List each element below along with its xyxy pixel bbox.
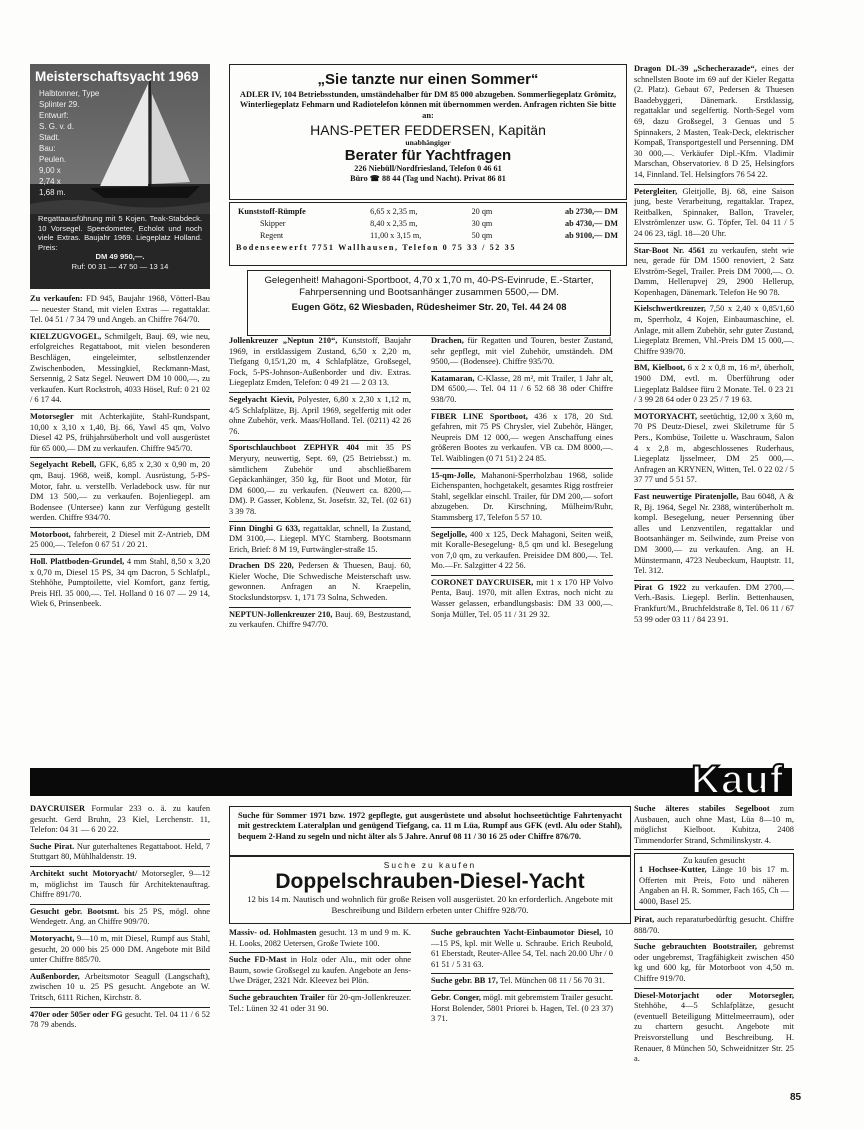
classified-ad [634, 62, 794, 185]
ad-heading: NEPTUN-Jollenkreuzer 210, [229, 609, 333, 619]
ad-text: regattaklar, schnell, Ia Zustand, DM 3100,—. Liegepl. MYC Starnberg. Bootsmann Erich, Brief: 8 M 19, Furtwängler-straße 15. [229, 523, 411, 554]
mahagoni-box-ad [247, 270, 611, 336]
spec-line: 2,74 x [39, 177, 61, 186]
page-number: 85 [790, 1092, 802, 1103]
ad-text: Kunststoff, Baujahr 1969, in erstklassigem Zustand, 6,50 x 2,20 m, Tiefgang 0,15/1,20 m, 4 Schlafplätze, Großsegel, Fock, 5-PS-Johnson-Außenborder und div. Extras. Liegeplatz Emden, Telefon: 0 49 21 — 2 03 13. [229, 336, 411, 388]
ad-text: FD 945, Baujahr 1968, Vötterl-Bau — neuester Stand, mit vielen Extras — regattaklar. Tel. 04 51 / 7 34 79 und Angeb. an Chiffre 764/70. [30, 294, 210, 325]
ad-text: eines der schnellsten Boote im 69 auf der Kieler Regatta (2. Platz). Gebaut 67, Pedersen & Thuesen Baadebyggeri, Dänemark. Erstklassig, regattaklar und segelfertig. North-Segel vom 69, dazu Großsegel, 3 Genuas und 5 Spinnakers, 2 Masten, Teak-Deck, elektrischer Kompaß, Transportgestell und Persenning. DM 30 000,—. Verkäufer Dipl.-Kfm. Vladimir Marschan, Observatoriev. 8 D 25, Helsingfors 14, Finnland. Tel. Helsingfors 76 54 22. [634, 64, 794, 179]
photo-ad-description: Regattaausführung mit 5 Kojen. Teak-Stabdeck. 10 Vorsegel. Speedometer, Echolot und noch viele Extras. Baujahr 1969. Liegeplatz Holland. Preis: [38, 214, 202, 252]
sommer-box-ad [229, 64, 627, 200]
classified-ad [431, 576, 613, 623]
ad-heading: Motoryacht, [30, 933, 75, 943]
diesel-title: Doppelschrauben-Diesel-Yacht [275, 870, 585, 893]
row-name: Regent [260, 231, 284, 240]
table-row [236, 206, 620, 218]
ad-heading: Dragon DL-39 „Schecherazade“, [634, 64, 757, 73]
classified-ad [431, 991, 613, 1028]
spec-line: Bau: [39, 144, 56, 153]
ad-heading: Drachen DS 220, [229, 561, 294, 571]
ad-heading: Suche älteres stabiles Segelboot [634, 804, 770, 813]
ad-text: Bau 6048, A & R, Bj. 1964, Segel Nr. 2388, winterüberholt m. kompl. Besegelung, neuer Persenning über alles und Lenzventilen, regattaklar und Bootsanhänger m. Seilwinde, zum Preise von DM 3000,— zu verkaufen. Ang. an H. Münstermann, 4723 Neubeckum, Hauptstr. 11, Tel. 312. [634, 491, 794, 576]
ad-text: in Holz oder Alu., mit oder ohne Baum, sowie Großsegel zu kaufen. Angebote an Jens-Uwe Dräger, 2321 Ndr. Kleevez bei Plön. [229, 955, 411, 986]
ad-text: 9—10 m, mit Diesel, Rumpf aus Stahl, gesucht, 20 000 bis 25 000 DM. Angebote mit Bild unter Chiffre 885/70. [30, 933, 210, 965]
kauf-section-banner [30, 758, 792, 802]
classified-ad [30, 555, 210, 613]
kutter-kicker: Zu kaufen gesucht [683, 856, 745, 866]
ad-heading: 470er oder 505er oder FG [30, 1009, 123, 1019]
classified-ad [30, 802, 210, 840]
mahagoni-text: Gelegenheit! Mahagoni-Sportboot, 4,70 x 1,70 m, 40-PS-Evinrude, E.-Starter, Fahrpersenning und Bootsanhänger zusammen 5500,— DM. [264, 275, 594, 298]
kutter-heading: 1 Hochsee-Kutter, [639, 865, 707, 875]
ad-heading: KIELZUGVOGEL, [30, 331, 102, 341]
classified-ad [634, 913, 794, 940]
ad-text: mit 1 x 170 HP Volvo Penta, Bauj. 1970, mit allen Extras, noch nicht zu Wasser gelassen, erbandlungsbasis: DM 33 000,—. Sonja Müller, Tel. 05 11 / 31 29 32. [431, 577, 613, 619]
classified-ad [30, 1008, 210, 1034]
classified-ad [634, 490, 794, 581]
classified-ad [30, 292, 210, 330]
classified-ad [634, 802, 794, 850]
ad-heading: Segelyacht Kievit, [229, 394, 295, 404]
ad-text: Mahanoni-Sperrholzbau 1968, solide Eichenspanten, hochgetakelt, gesamtes Rigg rostfreier Stahl, segelklar einschl. Trailer, für DM 200,— sofort abzugeben. Dr. Kirschning, Mülheim/Ruhr, Stammsberg 17, Telefon 5 57 10. [431, 470, 613, 522]
ad-heading: Pirat, [634, 915, 655, 924]
kauf-column-2 [229, 926, 411, 1017]
classified-ad [30, 905, 210, 932]
column-1 [30, 292, 210, 613]
ad-text: gesucht. 13 m und 9 m. K. H. Looks, 2082 Uetersen, Große Twiete 100. [229, 928, 411, 948]
ad-text: Polyester, 6,80 x 2,30 x 1,12 m, 4/5 Schlafplätze, Bj. April 1969, segelfertig mit oder ohne Zubehör, verk. Maas/Holland. Tel. (0211) 42 26 76. [229, 394, 411, 436]
ad-heading: Diesel-Motorjacht oder Motorsegler, [634, 990, 794, 1000]
spec-line: Entwurf: [39, 111, 69, 120]
ad-text: für Regatten und Touren, bester Zustand, sehr gepflegt, mit viel Zubehör, umständeh. DM 9500,— (Bodensee). Chiffre 935/70. [431, 336, 613, 367]
photo-ad-phone: Ruf: 00 31 — 47 50 — 13 14 [71, 261, 169, 271]
classified-ad [634, 410, 794, 490]
classified-ad [229, 926, 411, 953]
ad-text: Stehhöhe, 4—5 Schlafplätze, gesucht (eventuell Beteiligung Mittelmeerraum), oder zu chartern gesucht. Angebote mit Preisvorstellung und Beschreibung. H. Renauer, 8 München 50, Schweidnitzer Str. 25 a. [634, 1001, 794, 1064]
ad-text: Motorsegler, 9—12 m, möglichst im Tausch für Architektenauftrag. Chiffre 891/70. [30, 868, 210, 900]
classified-ad [634, 361, 794, 409]
classified-ad [634, 244, 794, 303]
ad-heading: Kielschwertkreuzer, [634, 304, 706, 314]
ad-text: Pedersen & Thuesen, Bauj. 60, Kieler Woche, Die Schwedische Meisterschaft usw. gewonnen. Anfragen an N. Kraepelin, Stockslundstorpsv. 1, 171 73 Solna, Schweden. [229, 561, 411, 603]
ad-heading: Sportschlauchboot ZEPHYR 404 [229, 443, 359, 453]
classified-ad [634, 581, 794, 628]
diesel-text: 12 bis 14 m. Nautisch und wohnlich für große Reisen voll ausgerüstet. 20 kn erforderlich. Angebote mit Beschreibung und Bildern erbeten unter Chiffre 928/70. [247, 894, 613, 915]
kauf-heading: Kauf [691, 758, 784, 802]
table-row [236, 230, 620, 242]
row-area: 50 qm [471, 231, 493, 240]
ad-heading: CORONET DAYCRUISER, [431, 577, 534, 587]
row-dims: 11,00 x 3,15 m, [370, 231, 422, 240]
row-dims: 8,40 x 2,35 m, [370, 219, 418, 228]
kauf-column-4 [634, 802, 794, 1068]
classified-ad [431, 372, 613, 410]
fahrtenyacht-text: Suche für Sommer 1971 bzw. 1972 gepflegte, gut ausgerüstete und absolut hochseetüchtige Fahrtenyacht mit gestrecktem Lateralplan und genügend Tiefgang, ca. 11 m Lüa, Rumpf aus GFK (evtl. Alu oder Stahl), bequem 2-Hand zu segeln und nicht älter als 5 Jahre. Anruf 08 11 / 30 16 25 oder Chiffre 876/70. [238, 811, 622, 841]
ad-text: 10—15 PS, kpl. mit Welle u. Schraube. Erich Reubold, 61 Eberstadt, Reuter-Allee 54, Tel. nach 20.00 Uhr / 0 61 51 / 5 31 63. [431, 928, 613, 969]
ad-heading: FIBER LINE Sportboot, [431, 411, 528, 421]
ad-text: fahrbereit, 2 Diesel mit Z-Antrieb, DM 25 000,—. Telefon 0 67 51 / 20 21. [30, 529, 210, 550]
classified-ad [229, 991, 411, 1017]
ad-heading: Motorsegler [30, 411, 74, 421]
kauf-column-1 [30, 802, 210, 1034]
ad-text: C-Klasse, 28 m², mit Trailer, 1 Jahr alt, DM 6500,—. Tel. 04 11 / 6 52 68 38 oder Chiffre 938/70. [431, 373, 613, 404]
ad-text: Gleitjolle, Bj. 68, eine Saison jung, beste Verarbeitung, regattaklar. Trapez, Reitbalken, Spinnaker, Ballon, Traveler, Elvströmlenzer usw. G. Töpfer, Tel. 04 11 / 5 24 06 23, tägl. 18—20 Uhr. [634, 186, 794, 238]
row-price: ab 2730,— DM [565, 207, 618, 216]
classified-ad [30, 970, 210, 1008]
ad-heading: Massiv- od. Hohlmasten [229, 928, 317, 937]
sommer-sub: unabhängiger [405, 138, 451, 148]
ad-text: mit 35 PS Meryury, neuwertig, Sept. 69, (25 Betriebsst.) m. sämtlichem Zubehör und abschließbarem Gepäckanhänger, 350 kg, für Boot und Motor, für DM 6000,— zu verkaufen. (Neuwert ca. 8200,— DM). P. Gasser, Koblenz, St. Josefstr. 32, Tel. (02 61) 3 39 78. [229, 443, 411, 516]
ad-heading: Fast neuwertige Piratenjolle, [634, 491, 739, 501]
sommer-address: 226 Niebüll/Nordfriesland, Telefon 0 46 61 [354, 164, 502, 174]
ad-text: auch reparaturbedürftig gesucht. Chiffre 888/70. [634, 915, 794, 935]
classified-ad [634, 940, 794, 988]
row-price: ab 9100,— DM [565, 231, 618, 240]
ad-text: Bauj. 69, Bestzustand, zu verkaufen. Chiffre 947/70. [229, 609, 411, 630]
ad-heading: MOTORYACHT, [634, 411, 698, 421]
sommer-berater: Berater für Yachtfragen [344, 147, 512, 165]
ad-heading: Gesucht gebr. Bootsmt. [30, 906, 120, 916]
kauf-column-3 [431, 926, 613, 1028]
row-price: ab 4730,— DM [565, 219, 618, 228]
ad-text: 6 x 2 x 0,8 m, 16 m², überholt, 1900 DM, evtl. m. Überführung oder Liegeplatz Baldsee füru 2 Monate. Tel. 0 23 21 / 3 99 28 64 oder 0 23 25 / 7 19 63. [634, 363, 794, 405]
row-name: Kunststoff-Rümpfe [238, 207, 306, 216]
classified-ad [431, 926, 613, 974]
ad-text: Arbeitsmotor Seagull (Langschaft), zwischen 10 u. 25 PS gesucht. Angebote an W. Tritsch, 6111 Richen, Kirchstr. 8. [30, 971, 210, 1002]
classified-ad [229, 393, 411, 441]
sommer-text: ADLER IV, 104 Betriebsstunden, umständehalber für DM 85 000 abzugeben. Sommerliegeplatz Grömitz, Winterliegeplatz Fehmarn und Radiotelefon können mit übernommen werden. Anfragen richten Sie bitte an: [239, 90, 617, 120]
ad-heading: Drachen, [431, 336, 464, 345]
ad-heading: BM, Kielboot, [634, 363, 686, 373]
classified-ad [229, 441, 411, 521]
classified-ad [30, 840, 210, 867]
ad-text: Schmilgelt, Bauj. 69, wie neu, erfolgreiches Regattaboot, mit vielen besonderen Beschlägen, eingeleimter, selbstlenzender Zwischenboden, Messingkiel, Reckmann-Mast, Sersennig, 2 Satz Segel. Neuwert DM 10 000,—, zu verkaufen. Kurt Rockstroh, 4033 Hösel, Ruf: 0 21 02 / 6 17 44. [30, 331, 210, 405]
ad-text: Nur guterhaltenes Regattaboot. Held, 7 Stuttgart 80, Mühlhaldenstr. 19. [30, 841, 210, 862]
ad-heading: Pirat G 1922 [634, 582, 687, 592]
ad-text: bis 25 PS, mögl. ohne Wendegetr. Ang. an Chiffre 909/70. [30, 906, 210, 927]
classified-ad [30, 528, 210, 555]
ad-heading: Star-Boot Nr. 4561 [634, 245, 706, 255]
meisterschaftsyacht-photo-ad [30, 64, 210, 289]
sommer-name: HANS-PETER FEDDERSEN, Kapitän [310, 122, 546, 139]
photo-ad-specs [39, 88, 99, 198]
kutter-text [639, 865, 789, 907]
classified-ad [30, 410, 210, 458]
ad-text: zu verkaufen, steht wie neu, gerade für DM 1500 renoviert, 2 Satz Elvström-Segel, Trailer. Preis DM 7000,—. O. Damm, Hellerupvej 29, 2900 Hellerup, Kopenhagen, Dänemark. Telefon He 90 78. [634, 245, 794, 297]
ad-heading: Segeljolle, [431, 529, 468, 539]
fahrtenyacht-box-ad [229, 806, 631, 856]
classified-ad [634, 302, 794, 361]
ruempfe-table [236, 206, 620, 242]
ad-heading: DAYCRUISER [30, 804, 86, 813]
column-2 [229, 334, 411, 634]
spec-line: 9,00 x [39, 166, 61, 175]
sommer-buero: Büro ☎ 88 44 (Tag und Nacht). Privat 86 81 [350, 174, 506, 184]
classified-ad [634, 185, 794, 244]
ad-heading: Zu verkaufen: [30, 294, 83, 303]
ad-text: 4 mm Stahl, 8,50 x 3,20 x 0,70 m, Diesel 15 PS, 34 qm Dacron, 5 Schlafpl., Stehhöhe, Pumptoilette, viel Komfort, ganz fertig, Preis Hfl. 35 000,—. Tel. Holland 0 16 07 — 29 14, Wiek 6, Prinsenbeek. [30, 557, 210, 609]
classified-ad [634, 989, 794, 1068]
ad-text: für 20-qm-Jollenkreuzer. Tel.: Lünen 32 41 oder 31 90. [229, 992, 411, 1013]
ad-text: gebremst oder ungebremst, Tragfähigkeit zwischen 450 kg und 600 kg, für Motorboot von 4,50 m. Chiffre 919/70. [634, 942, 794, 983]
classified-ad [431, 974, 613, 991]
ad-heading: Suche gebrauchten Trailer [229, 992, 325, 1002]
ad-text: 400 x 125, Deck Mahagoni, Seiten weiß, mit Koralle-Besegelung- 8,5 qm und kl. Besegelung von 7,0 qm, zu verkaufen. Preisidee DM 800,—. Tel. Mo.—Fr. Salzgitter 4 22 56. [431, 529, 613, 571]
ad-text: zu verkaufen. DM 2700,—. Verh.-Basis. Liegepl. Berlin. Bettenhausen, Frankfurt/M., Bruchfeldstraße 8, Tel. 06 11 / 67 53 99 oder 03 11 / 84 23 91. [634, 582, 794, 624]
classified-ad [30, 330, 210, 410]
classified-ad [229, 608, 411, 634]
ad-heading: Suche gebrauchten Bootstrailer, [634, 942, 757, 952]
classified-ad [229, 334, 411, 393]
ad-heading: Holl. Plattboden-Grundel, [30, 557, 125, 567]
row-area: 20 qm [471, 207, 493, 216]
spec-line: Halbtonner, Type [39, 89, 100, 98]
ad-heading: Suche Pirat. [30, 841, 75, 851]
table-row [236, 218, 620, 230]
classified-ad [431, 528, 613, 576]
ad-text: Tel. München 08 11 / 56 70 31. [499, 976, 605, 986]
classified-ad [431, 334, 613, 372]
classified-ad [30, 932, 210, 970]
mahagoni-contact: Eugen Götz, 62 Wiesbaden, Rüdesheimer Str. 20, Tel. 44 24 08 [291, 300, 567, 312]
ad-heading: Außenborder, [30, 971, 80, 981]
ruempfe-box-ad [229, 202, 627, 266]
ad-heading: Architekt sucht Motoryacht/ [30, 868, 138, 878]
classified-ad [229, 953, 411, 991]
ad-heading: Jollenkreuzer „Neptun 210“, [229, 336, 338, 345]
ad-heading: Motorboot, [30, 529, 71, 539]
ad-heading: Katamaran, [431, 373, 475, 383]
ad-text: mögl. mit gebremstem Trailer gesucht. Horst Bolender, 5801 Priorei b. Hagen, Tel. (0 23 37) 3 71. [431, 992, 613, 1024]
photo-ad-price: DM 49 950,—. [95, 252, 145, 262]
photo-ad-title: Meisterschaftsyacht 1969 [35, 69, 199, 84]
sommer-title: „Sie tanzte nur einen Sommer“ [317, 71, 539, 88]
spec-line: 1,68 m. [39, 188, 66, 197]
ad-text: mit Achterkajüte, Stahl-Rundspant, 10,00 x 3,10 x 1,40, Bj. 66, Yawl 45 qm, Volvo Diesel 42 PS, frühjahrsüberholt und voll ausgerüstet für 65 000,— DM zu verkaufen. Chiffre 945/70. [30, 411, 210, 453]
diesel-kicker: Suche zu kaufen [383, 860, 477, 870]
classified-ad [431, 469, 613, 528]
row-dims: 6,65 x 2,35 m, [370, 207, 418, 216]
classified-ad [229, 522, 411, 560]
spec-line: S. G. v. d. [39, 122, 74, 131]
column-4 [634, 62, 794, 628]
ruempfe-footer: Bodenseewerft 7751 Wallhausen, Telefon 0 75 33 / 52 35 [236, 243, 517, 252]
ad-text: 7,50 x 2,40 x 0,85/1,60 m, Sperrholz, 4 Kojen, Einbaumaschine, el. Anlage, mit allem Zubehör, sehr guter Zustand, Liegeplatz Bremen, Vhl.-Preis DM 15 000,—. Chiffre 939/70. [634, 304, 794, 356]
ad-heading: Suche FD-Mast [229, 955, 287, 965]
ad-heading: Gebr. Conger, [431, 992, 481, 1002]
row-name: Skipper [260, 219, 286, 228]
photo-ad-text [38, 214, 202, 272]
column-3 [431, 334, 613, 623]
ad-heading: Petergleiter, [634, 186, 678, 196]
classified-ad [30, 867, 210, 905]
kutter-body: Länge 10 bis 17 m. Offerten mit Preis, Foto und näheren Angaben an H. R. Sommer, Fach 165, Ch — 4000, Basel 25. [639, 865, 789, 906]
ad-text: Formular 233 o. ä. zu kaufen gesucht. Gerd Bruhn, 23 Kiel, Lerchenstr. 11, Telefon: 04 31 — 6 20 22. [30, 804, 210, 835]
classified-ad [30, 458, 210, 528]
ad-text: GFK, 6,85 x 2,30 x 0,90 m, 20 qm, Bauj. 1968, weiß, kompl. Ausrüstung, 5-PS-Motor, fahr. u. verstellb. Verladebock usw. für nur DM 13 500,— zu verkaufen. Bojenliegepl. am Bodensee (Untersee) kann zur Verfügung gestellt werden. Chiffre 934/70. [30, 460, 210, 523]
ad-text: seetüchtig, 12,00 x 3,60 m, 70 PS Deutz-Diesel, zwei Skiletrume für 5 Pers., Kombüse, Toilette u. Waschraum, Salon 4 x 2,8 m, abgeschlossenes Ruderhaus, Liegeplatz Ijsselmeer, DM 25 000,—. Anfragen an KRYNEN, Witten, Tel. 0 22 02 / 5 37 77 und 5 51 57. [634, 411, 794, 485]
ad-text: zum Ausbauen, auch ohne Mast, Lüa 8—10 m, möglichst Kielboot. Kubitza, 2408 Timmendorfer Strand, Schmilinskystr. 4. [634, 804, 794, 845]
spec-line: Stadt. [39, 133, 60, 142]
ad-heading: Segelyacht Rebell, [30, 460, 97, 470]
classified-ad [229, 559, 411, 607]
ad-heading: Finn Dinghi G 633, [229, 523, 301, 533]
ad-heading: Suche gebrauchten Yacht-Einbaumotor Diesel, [431, 928, 602, 937]
ad-heading: Suche gebr. BB 17, [431, 976, 498, 986]
hochsee-kutter-box-ad [634, 853, 794, 910]
spec-line: Splinter 29. [39, 100, 80, 109]
ad-text: gesucht. Tel. 04 11 / 6 52 78 79 abends. [30, 1009, 210, 1030]
ad-heading: 15-qm-Jolle, [431, 470, 476, 480]
spec-line: Peulen. [39, 155, 67, 164]
diesel-yacht-box-ad [229, 856, 631, 924]
classified-ad [431, 410, 613, 469]
ad-text: 436 x 178, 20 Std. gefahren, mit 75 PS Chrysler, viel Zubehör, Hänger, Neupreis DM 12 000,— wegen Anschaffung eines größeren Bootes zu verkaufen. VB ca. DM 8000,—. Tel. Waiblingen (0 71 51) 2 24 85. [431, 411, 613, 463]
row-area: 30 qm [471, 219, 493, 228]
